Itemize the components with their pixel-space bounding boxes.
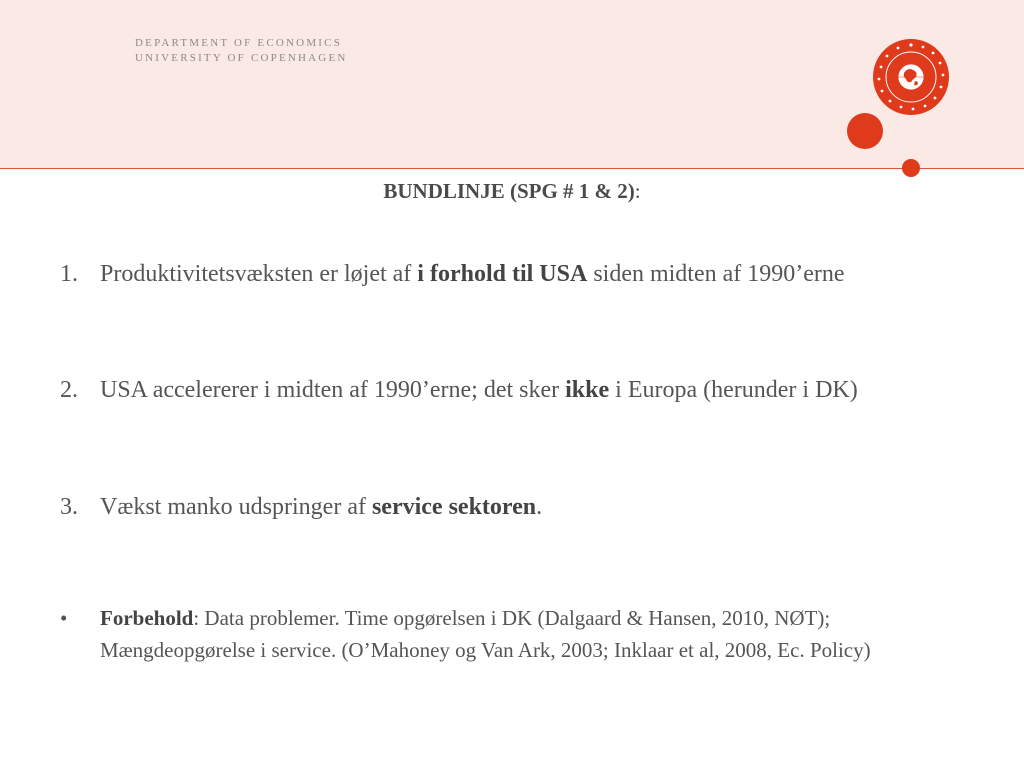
decorative-dot-large — [847, 113, 883, 149]
note-text: Forbehold: Data problemer. Time opgørelsen i DK (Dalgaard & Hansen, 2010, NØT); Mængdeopgørelse i service. (O’Mahoney og Van Ark, 2003; Inklaar et al, 2008, Ec. Policy) — [100, 606, 871, 662]
list-number: 2. — [60, 377, 78, 403]
list-text: USA accelererer i midten af 1990’erne; det sker ikke i Europa (herunder i DK) — [100, 377, 858, 403]
emphasis-text: i forhold til USA — [417, 261, 588, 287]
list-text: Vækst manko udspringer af service sektoren. — [100, 494, 543, 520]
title-text: BUNDLINJE (SPG # 1 & 2) — [383, 179, 635, 203]
list-text: Produktivitetsvæksten er løjet af i forhold til USA siden midten af 1990’erne — [100, 261, 845, 287]
department-line: DEPARTMENT OF ECONOMICS — [135, 37, 343, 49]
bullet-mark: • — [60, 606, 68, 630]
note-bullet — [60, 603, 980, 666]
slide-title — [0, 179, 1024, 204]
title-colon: : — [634, 179, 641, 203]
emphasis-text: ikke — [565, 377, 610, 403]
slide-header — [0, 0, 1024, 169]
emphasis-text: service sektoren — [371, 494, 537, 520]
list-number: 1. — [60, 261, 78, 287]
note-label: Forbehold — [100, 606, 194, 630]
list-item — [60, 373, 960, 408]
decorative-dot-small — [902, 159, 920, 177]
list-number: 3. — [60, 494, 78, 520]
list-item — [60, 490, 960, 525]
list-item — [60, 257, 960, 292]
department-name — [135, 36, 348, 66]
university-seal-logo — [871, 37, 951, 117]
university-line: UNIVERSITY OF COPENHAGEN — [135, 52, 348, 64]
